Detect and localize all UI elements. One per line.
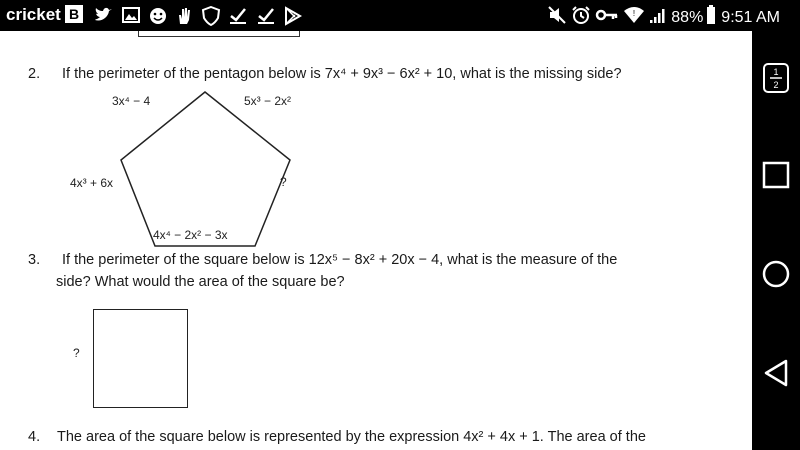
pentagon-left-label: 4x³ + 6x [70,176,114,190]
play-store-icon [283,6,303,31]
carrier-name: cricket [6,5,61,24]
question-text-line-2: side? What would the area of the square be? [56,274,345,290]
shield-icon [201,6,221,31]
back-icon[interactable] [760,357,792,389]
previous-answer-box [138,31,300,37]
twitter-icon [93,6,113,29]
fraction-denominator: 2 [773,80,779,90]
key-icon [595,5,619,30]
pentagon-bottom-label: 4x⁴ − 2x² − 3x [153,228,228,242]
navigation-bar [752,31,800,450]
svg-text:!: ! [633,9,636,18]
question-number: 4. [28,429,41,445]
question-text-line-1: If the perimeter of the square below is 12x⁵ − 8x² + 20x − 4, what is the measure of the [62,252,618,268]
question-text: The area of the square below is represented by the expression 4x² + 4x + 1. The area of the [57,429,646,445]
clock-time: 9:51 AM [721,8,780,26]
battery-percent: 88% [671,8,704,26]
svg-text:B: B [68,6,80,22]
pentagon-right-label: ? [280,175,287,189]
check-icon [256,6,276,31]
mute-icon [547,5,567,30]
wifi-icon [623,5,645,30]
alarm-icon [571,5,591,30]
square-figure [93,309,188,408]
battery-icon [707,5,717,30]
question-text: If the perimeter of the pentagon below is 7x⁴ + 9x³ − 6x² + 10, what is the missing side? [62,66,622,82]
check-icon [228,6,248,31]
image-icon [121,6,141,29]
document-page[interactable] [0,31,752,450]
square-side-label: ? [73,346,80,360]
bold-b-icon [64,4,84,29]
fraction-numerator: 1 [773,67,779,77]
signal-icon [649,5,667,30]
status-bar [0,0,800,31]
recents-icon[interactable] [760,159,792,191]
pentagon-top-right-label: 5x³ − 2x² [244,94,292,108]
hand-icon [174,6,194,31]
question-number: 2. [28,66,41,82]
question-number: 3. [28,252,41,268]
pentagon-top-left-label: 3x⁴ − 4 [112,94,151,108]
smiley-icon [148,6,168,31]
home-icon[interactable] [760,258,792,290]
page-fraction-icon[interactable] [760,62,792,94]
